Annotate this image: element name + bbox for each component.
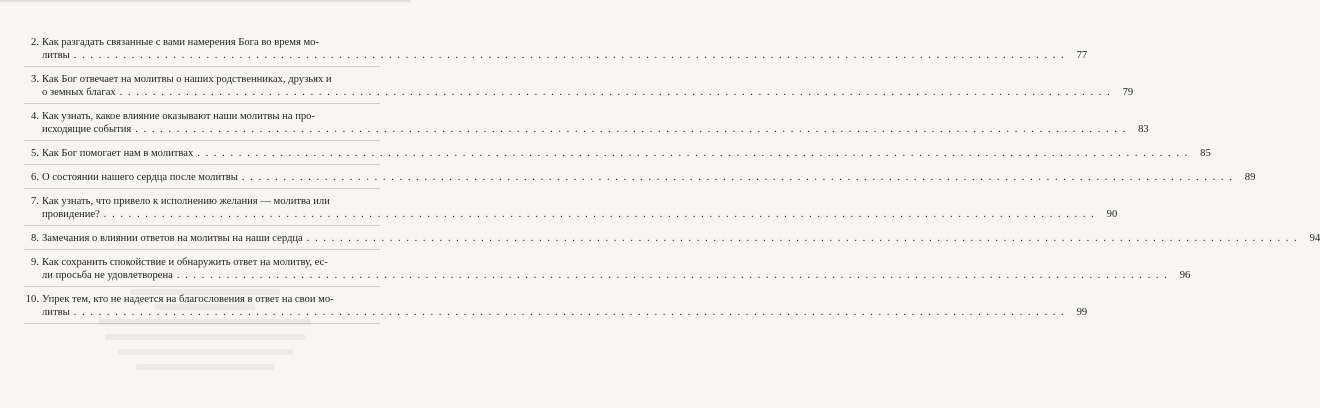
toc-entry-page-number: 90: [1106, 209, 1118, 220]
toc-entry-title-line: [42, 208, 1095, 221]
toc-entry-title: [42, 171, 1233, 184]
toc-entry[interactable]: [24, 232, 1320, 250]
toc-entry-title-line: [42, 86, 1111, 99]
toc-entry-number: 5.: [31, 148, 39, 159]
toc-entry-title-text: О состоянии нашего сердца после молитвы: [42, 172, 238, 183]
toc-entry-number: 6.: [31, 172, 39, 183]
toc-leader-dots: . . . . . . . . . . . . . . . . . . . . . . . . . . . . . . . . . . . . . . . . . . . . . . . . . . . . . . . . . . . . . . . . . . . . . . . . . . . . . . . . . . . . . . . . . . . . . . . . . . . . . . . . . . . . . . . . . . . . . . . .: [241, 172, 1234, 183]
toc-entry-title-line: [42, 49, 1065, 62]
toc-leader-dots: . . . . . . . . . . . . . . . . . . . . . . . . . . . . . . . . . . . . . . . . . . . . . . . . . . . . . . . . . . . . . . . . . . . . . . . . . . . . . . . . . . . . . . . . . . . . . . . . . . . . . . . . . . . . . . . . . . . . . . . .: [73, 50, 1066, 61]
toc-entry-page-number: 77: [1076, 50, 1088, 61]
toc-entry-title-line: Как Бог отвечает на молитвы о наших родственниках, друзьях и: [42, 74, 332, 85]
toc-leader-dots: . . . . . . . . . . . . . . . . . . . . . . . . . . . . . . . . . . . . . . . . . . . . . . . . . . . . . . . . . . . . . . . . . . . . . . . . . . . . . . . . . . . . . . . . . . . . . . . . . . . . . . . . . . . . . . . . . . . . . . . .: [119, 87, 1112, 98]
toc-entry-title-line: [42, 123, 1127, 136]
toc-entry-number: 4.: [31, 111, 39, 122]
toc-entry-title: [42, 232, 1298, 245]
toc-leader-dots: . . . . . . . . . . . . . . . . . . . . . . . . . . . . . . . . . . . . . . . . . . . . . . . . . . . . . . . . . . . . . . . . . . . . . . . . . . . . . . . . . . . . . . . . . . . . . . . . . . . . . . . . . . . . . . . . . . . . . . . .: [73, 307, 1066, 318]
toc-entry-title-line: [42, 171, 1233, 184]
toc-leader-dots: . . . . . . . . . . . . . . . . . . . . . . . . . . . . . . . . . . . . . . . . . . . . . . . . . . . . . . . . . . . . . . . . . . . . . . . . . . . . . . . . . . . . . . . . . . . . . . . . . . . . . . . . . . . . . . . . . . . . . . . .: [135, 124, 1127, 135]
toc-entry[interactable]: [24, 36, 1088, 67]
toc-entry-title: [42, 256, 1168, 282]
toc-entry-title-text: исходящие события: [42, 124, 132, 135]
toc-entry-number: 8.: [31, 233, 39, 244]
toc-entry-page-number: 79: [1122, 87, 1134, 98]
toc-entry[interactable]: [24, 110, 1149, 141]
toc-leader-dots: . . . . . . . . . . . . . . . . . . . . . . . . . . . . . . . . . . . . . . . . . . . . . . . . . . . . . . . . . . . . . . . . . . . . . . . . . . . . . . . . . . . . . . . . . . . . . . . . . . . . . . . . . . . . . . . . . . . . . . . .: [306, 233, 1299, 244]
toc-entry[interactable]: [24, 171, 1256, 189]
toc-entry-number: 2.: [31, 37, 39, 48]
toc-entry-title-text: Как Бог помогает нам в молитвах: [42, 148, 194, 159]
toc-entry[interactable]: [24, 195, 1118, 226]
toc-entry-title: [42, 73, 1111, 99]
toc-entry-title-line: Как узнать, какое влияние оказывают наши молитвы на про-: [42, 111, 315, 122]
bleed-through-text: [80, 280, 330, 390]
toc-entry-title: [42, 110, 1127, 136]
toc-entry-number: 9.: [31, 257, 39, 268]
toc-leader-dots: . . . . . . . . . . . . . . . . . . . . . . . . . . . . . . . . . . . . . . . . . . . . . . . . . . . . . . . . . . . . . . . . . . . . . . . . . . . . . . . . . . . . . . . . . . . . . . . . . . . . . . . . . . . . . . . . . . . . . . . .: [103, 209, 1096, 220]
page-top-edge: [0, 0, 410, 3]
toc-entry-title-text: Замечания о влиянии ответов на молитвы на наши сердца: [42, 233, 303, 244]
toc-entry-title-line: [42, 232, 1298, 245]
toc-entry-title-line: Как узнать, что привело к исполнению желания — молитва или: [42, 196, 330, 207]
toc-entry-title-line: Как сохранить спокойствие и обнаружить ответ на молитву, ес-: [42, 257, 328, 268]
toc-leader-dots: . . . . . . . . . . . . . . . . . . . . . . . . . . . . . . . . . . . . . . . . . . . . . . . . . . . . . . . . . . . . . . . . . . . . . . . . . . . . . . . . . . . . . . . . . . . . . . . . . . . . . . . . . . . . . . . . . . . . . . . .: [197, 148, 1189, 159]
toc-entry-title-text: литвы: [42, 50, 70, 61]
toc-entry-title-line: [42, 147, 1189, 160]
toc-entry-number: 10.: [25, 294, 39, 305]
toc-entry-page-number: 96: [1179, 270, 1191, 281]
toc-leader-dots: . . . . . . . . . . . . . . . . . . . . . . . . . . . . . . . . . . . . . . . . . . . . . . . . . . . . . . . . . . . . . . . . . . . . . . . . . . . . . . . . . . . . . . . . . . . . . . . . . . . . . . . . . . . . . . . . . . . . . . . .: [176, 270, 1169, 281]
toc-entry-page-number: 99: [1076, 307, 1088, 318]
toc-entry-title: [42, 195, 1095, 221]
toc-entry-title-line: Упрек тем, кто не надеется на благословения в ответ на свои мо-: [42, 294, 334, 305]
toc-entry-title-text: ли просьба не удовлетворена: [42, 270, 173, 281]
toc-entry-page-number: 89: [1244, 172, 1256, 183]
toc-entry-title-text: литвы: [42, 307, 70, 318]
toc-entry-title-text: о земных благах: [42, 87, 116, 98]
toc-entry-page-number: 85: [1200, 148, 1211, 159]
toc-entry-page-number: 94: [1309, 233, 1320, 244]
toc-entry-number: 3.: [31, 74, 39, 85]
toc-entry-title-text: провидение?: [42, 209, 100, 220]
toc-entry[interactable]: [24, 73, 1134, 104]
toc-entry-title-line: Как разгадать связанные с вами намерения Бога во время мо-: [42, 37, 319, 48]
toc-entry-number: 7.: [31, 196, 39, 207]
toc-entry[interactable]: [24, 147, 1211, 165]
toc-entry-title: [42, 147, 1189, 160]
toc-entry-title: [42, 36, 1065, 62]
toc-entry-page-number: 83: [1138, 124, 1149, 135]
